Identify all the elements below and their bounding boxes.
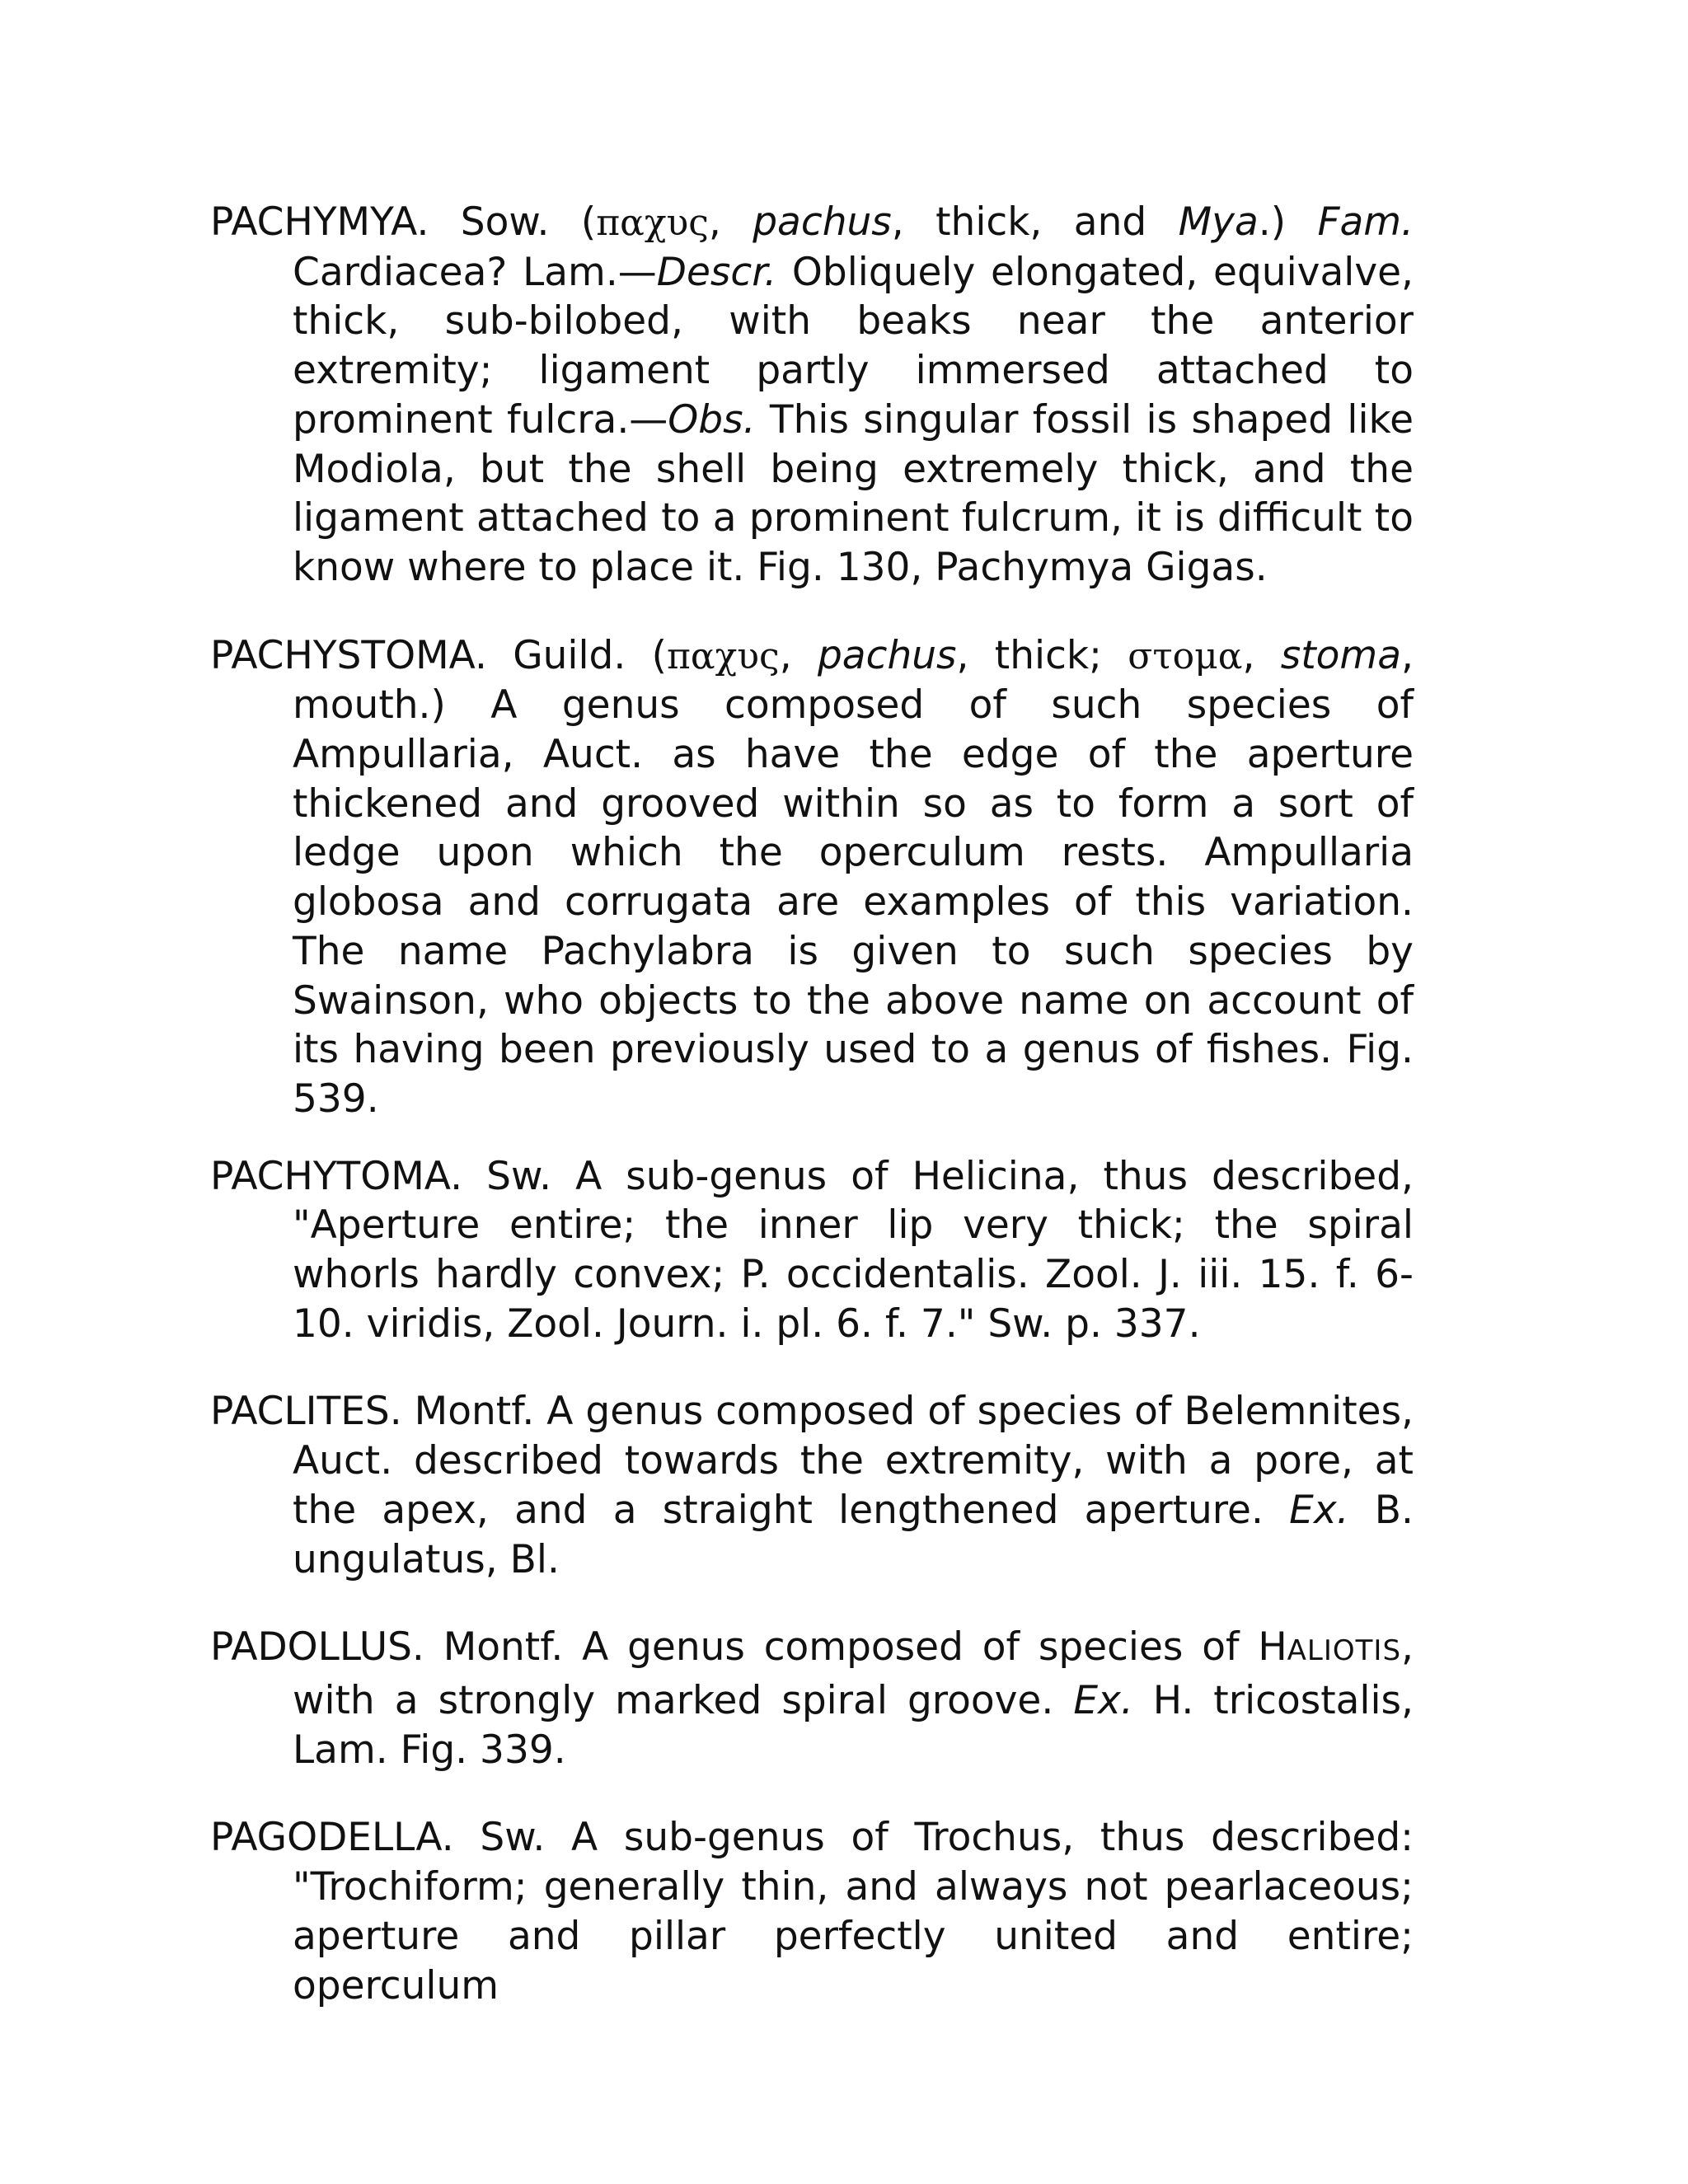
greek-word: στομα (1128, 635, 1243, 677)
entry-text: , (779, 632, 818, 678)
italic-term: pachus (753, 199, 892, 245)
entry-text: , (708, 199, 753, 245)
entry-paclites (210, 1387, 1414, 1584)
entry-text: PADOLLUS. Montf. A genus composed of species of H (210, 1624, 1287, 1671)
entry-padollus (210, 1623, 1414, 1774)
italic-term: Fam. (1317, 199, 1414, 245)
entry-text: PAGODELLA. Sw. A sub-genus of Trochus, thus described: "Trochiform; generally thin, and always not pearlaceous; aperture and pillar perfectly united and entire; operculum (210, 1815, 1414, 2008)
entry-text: PACLITES. Montf. A genus composed of species of Belemnites, Auct. described towards the extremity, with a pore, at the apex, and a straight lengthened aperture. (210, 1389, 1414, 1533)
entry-text: Cardiacea? Lam.— (293, 249, 657, 295)
entry-pachymya (210, 198, 1414, 593)
entry-pachystoma (210, 631, 1414, 1124)
entry-text: , thick, and (891, 199, 1179, 245)
italic-term: Obs. (668, 396, 756, 443)
dictionary-page (210, 198, 1414, 2049)
entry-text: .) (1258, 199, 1318, 245)
small-caps-text: ALIOTIS (1287, 1634, 1402, 1668)
entry-text: , with a strongly marked spiral groove. (293, 1624, 1414, 1723)
greek-word: παχυς (667, 635, 780, 677)
entry-pachytoma (210, 1152, 1414, 1349)
entry-text: PACHYMYA. Sow. ( (210, 199, 597, 245)
entry-pagodella (210, 1813, 1414, 2010)
entry-text: PACHYSTOMA. Guild. ( (210, 632, 667, 678)
entry-text: , (1242, 632, 1281, 678)
italic-term: Mya (1178, 199, 1259, 245)
entry-text: PACHYTOMA. Sw. A sub-genus of Helicina, thus described, "Aperture entire; the inner lip very thick; the spiral whorls hardly convex; P. occidentalis. Zool. J. iii. 15. f. 6-10. viridis, Zool. Journ. i. pl. 6. f. 7." Sw. p. 337. (210, 1153, 1414, 1347)
italic-term: pachus (817, 632, 957, 678)
italic-term: Ex. (1289, 1487, 1349, 1533)
italic-term: stoma (1280, 632, 1402, 678)
entry-text: , thick; (956, 632, 1128, 678)
greek-word: παχυς (596, 202, 709, 244)
entry-text: , mouth.) A genus composed of such species of Ampullaria, Auct. as have the edge of the aperture thickened and grooved within so as to form a sort of ledge upon which the operculum rests. Ampullaria globosa and corrugata are examples of this variation. The name Pachylabra is given to such species by Swainson, who objects to the above name on account of its having been previously used to a genus of fishes. Fig. 539. (293, 632, 1414, 1122)
italic-term: Descr. (656, 249, 777, 295)
entry-text: B. ungulatus, Bl. (293, 1487, 1414, 1582)
entry-text: Obliquely elongated, equivalve, thick, sub-bilobed, with beaks near the anterior extremity; ligament partly immersed attached to prominent fulcra.— (293, 249, 1414, 443)
italic-term: Ex. (1073, 1677, 1133, 1723)
entry-text: H. tricostalis, Lam. Fig. 339. (293, 1677, 1414, 1773)
entry-text: This singular fossil is shaped like Modiola, but the shell being extremely thick, and the ligament attached to a prominent fulcrum, it is difficult to know where to place it. Fig. 130, Pachymya Gigas. (293, 396, 1414, 590)
